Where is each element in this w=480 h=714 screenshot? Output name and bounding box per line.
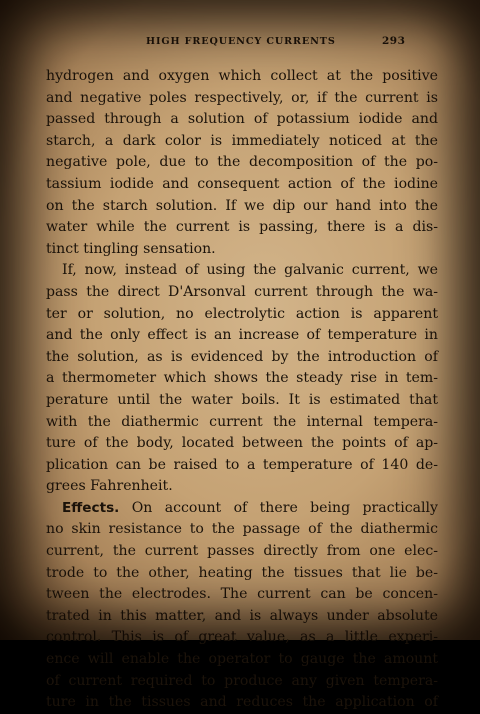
text-line: on the starch solution. If we dip our hand into the [46, 197, 438, 214]
text-line-rest: On account of there being practically [131, 499, 438, 516]
section-heading: Effects. [62, 499, 120, 516]
text-line: starch, a dark color is immediately noticed at the [46, 132, 438, 149]
text-line: the solution, as is evidenced by the introduction of [46, 348, 438, 365]
text-line: trated in this matter, and is always under absolute [46, 607, 438, 624]
text-line: If, now, instead of using the galvanic current, we [62, 262, 438, 279]
text-line: hydrogen and oxygen which collect at the positive [46, 68, 438, 84]
text-line: passed through a solution of potassium iodide and [46, 111, 438, 128]
body-text [46, 66, 438, 714]
text-line [46, 498, 438, 520]
text-line: perature until the water boils. It is estimated that [46, 391, 438, 408]
text-line: of current required to produce any given tempera- [46, 672, 438, 689]
text-line: a thermometer which shows the steady rise in tem- [46, 370, 438, 387]
text-line: current, the current passes directly from one elec- [46, 543, 438, 560]
running-head [28, 30, 448, 48]
text-line: ture in the tissues and reduces the application of [46, 694, 438, 711]
text-line: and the only effect is an increase of temperature in [46, 327, 438, 344]
text-line: ture of the body, located between the points of ap- [46, 435, 438, 452]
text-line: tassium iodide and consequent action of the iodine [46, 175, 438, 192]
running-head-title: HIGH FREQUENCY CURRENTS [146, 36, 336, 47]
page-number: 293 [382, 35, 406, 47]
text-line: ter or solution, no electrolytic action is apparent [46, 305, 438, 322]
text-line: pass the direct D'Arsonval current through the wa- [46, 283, 438, 300]
text-line: trode to the other, heating the tissues that lie be- [46, 564, 438, 581]
text-line: negative pole, due to the decomposition of the po- [46, 154, 438, 171]
text-line: no skin resistance to the passage of the diathermic [46, 521, 438, 538]
text-line: plication can be raised to a temperature of 140 de- [46, 456, 438, 473]
text-line: water while the current is passing, there is a dis- [46, 219, 438, 236]
text-line: ence will enable the operator to gauge the amount [46, 651, 438, 668]
text-line: grees Fahrenheit. [46, 478, 173, 495]
book-page [28, 30, 448, 711]
text-line: with the diathermic current the internal tempera- [46, 413, 438, 430]
text-line: tween the electrodes. The current can be concen- [46, 586, 438, 603]
text-line: and negative poles respectively, or, if the current is [46, 89, 438, 106]
text-line: tinct tingling sensation. [46, 240, 216, 257]
text-line: control. This is of great value, as a little experi- [46, 629, 438, 646]
